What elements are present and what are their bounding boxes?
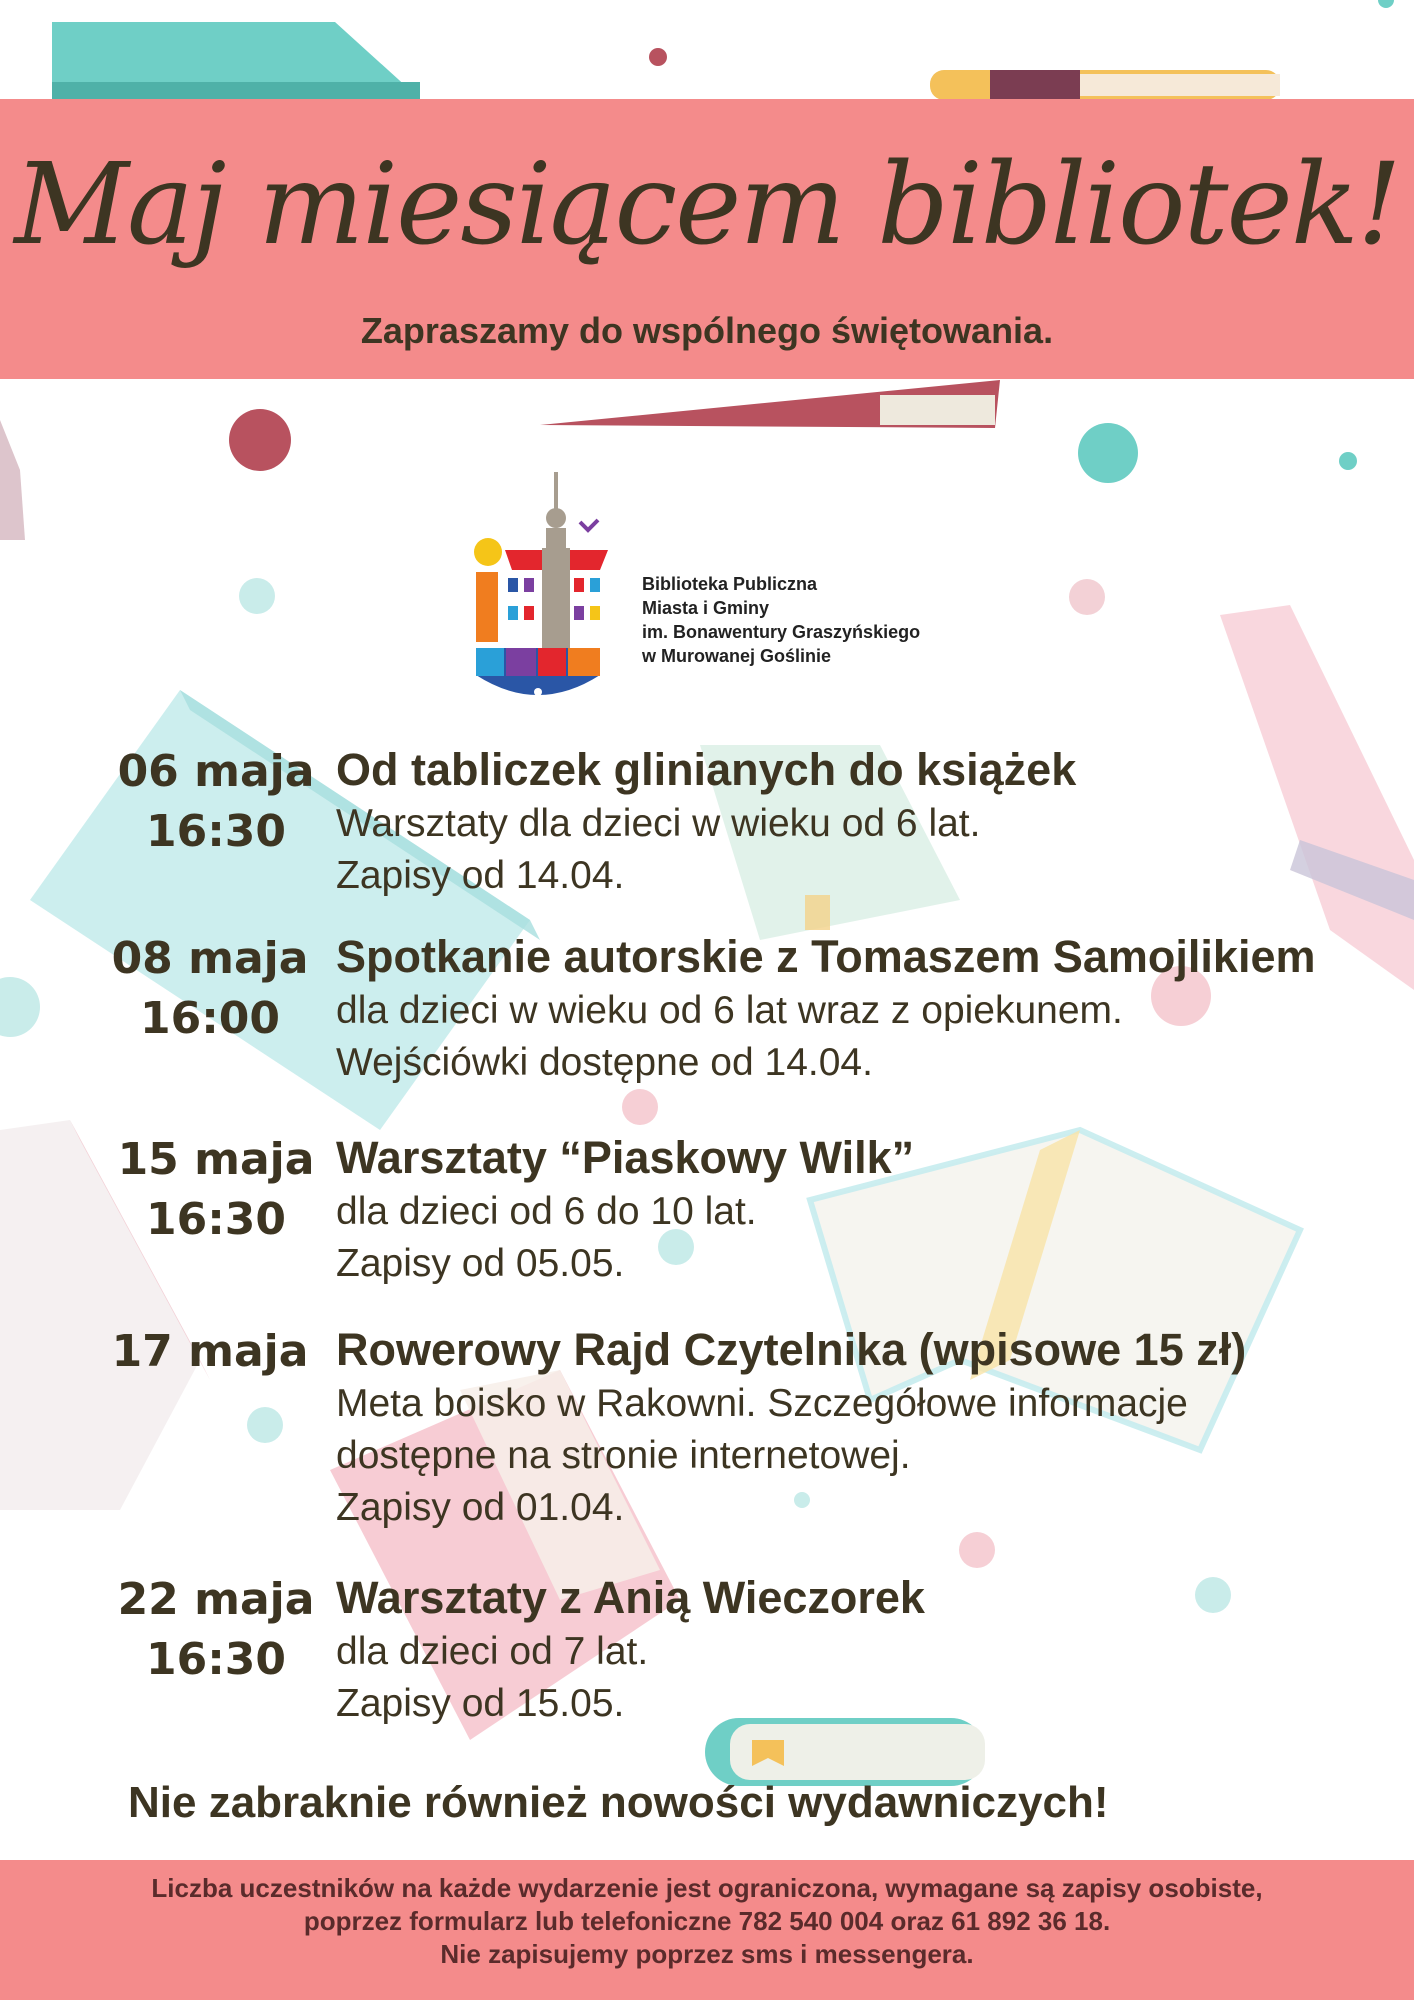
closing-note: Nie zabraknie również nowości wydawniczych! [128,1778,1109,1827]
page-title: Maj miesiącem bibliotek! [14,140,1400,270]
event-title: Od tabliczek glinianych do książek [336,744,1077,795]
event-title: Spotkanie autorskie z Tomaszem Samojlikiem [336,931,1316,982]
event-day: 22 maja [117,1574,315,1625]
library-name-line: Biblioteka Publiczna [642,574,818,594]
event-details [336,1322,1406,1534]
event-title: Warsztaty z Anią Wieczorek [336,1572,925,1623]
library-name-line: w Murowanej Goślinie [642,646,832,666]
library-name-line: Miasta i Gminy [642,598,770,618]
event-description: dla dzieci od 6 do 10 lat. [336,1190,757,1233]
event-time: 16:00 [139,993,281,1044]
event-day: 17 maja [111,1326,309,1377]
footer-line: Nie zapisujemy poprzez sms i messengera. [440,1939,974,1969]
event-registration: Zapisy od 01.04. [336,1486,625,1529]
event-time: 16:30 [145,1194,287,1245]
event-registration: Zapisy od 15.05. [336,1682,625,1725]
event-day: 15 maja [117,1134,315,1185]
event-details [336,742,1406,902]
event-time: 16:30 [145,1634,287,1685]
event-date [116,1130,316,1250]
event-description: Meta boisko w Rakowni. Szczegółowe informacje [336,1382,1188,1425]
event-day: 08 maja [111,933,309,984]
event-registration: Wejściówki dostępne od 14.04. [336,1041,873,1084]
event-date [116,1570,316,1690]
footer-line: poprzez formularz lub telefoniczne 782 540 004 oraz 61 892 36 18. [303,1906,1111,1936]
event-description: dostępne na stronie internetowej. [336,1434,911,1477]
event-details [336,1130,1406,1290]
page-subtitle: Zapraszamy do wspólnego świętowania. [360,310,1054,351]
library-name [642,572,920,668]
event-date [116,742,316,862]
event-title: Rowerowy Rajd Czytelnika (wpisowe 15 zł) [336,1324,1247,1375]
footer-line: Liczba uczestników na każde wydarzenie jest ograniczona, wymagane są zapisy osobiste, [151,1873,1263,1903]
event-description: Warsztaty dla dzieci w wieku od 6 lat. [336,802,981,845]
library-logo [460,470,610,705]
library-name-line: im. Bonawentury Graszyńskiego [642,622,921,642]
event-description: dla dzieci w wieku od 6 lat wraz z opiekunem. [336,989,1123,1032]
event-date [110,929,310,1049]
event-registration: Zapisy od 05.05. [336,1242,625,1285]
event-description: dla dzieci od 7 lat. [336,1630,649,1673]
event-details [336,929,1406,1089]
footer-notice [0,1872,1414,1971]
event-day: 06 maja [117,746,315,797]
event-title: Warsztaty “Piaskowy Wilk” [336,1132,915,1183]
event-time: 16:30 [145,806,287,857]
event-details [336,1570,1406,1730]
event-registration: Zapisy od 14.04. [336,854,625,897]
event-date [110,1322,310,1382]
